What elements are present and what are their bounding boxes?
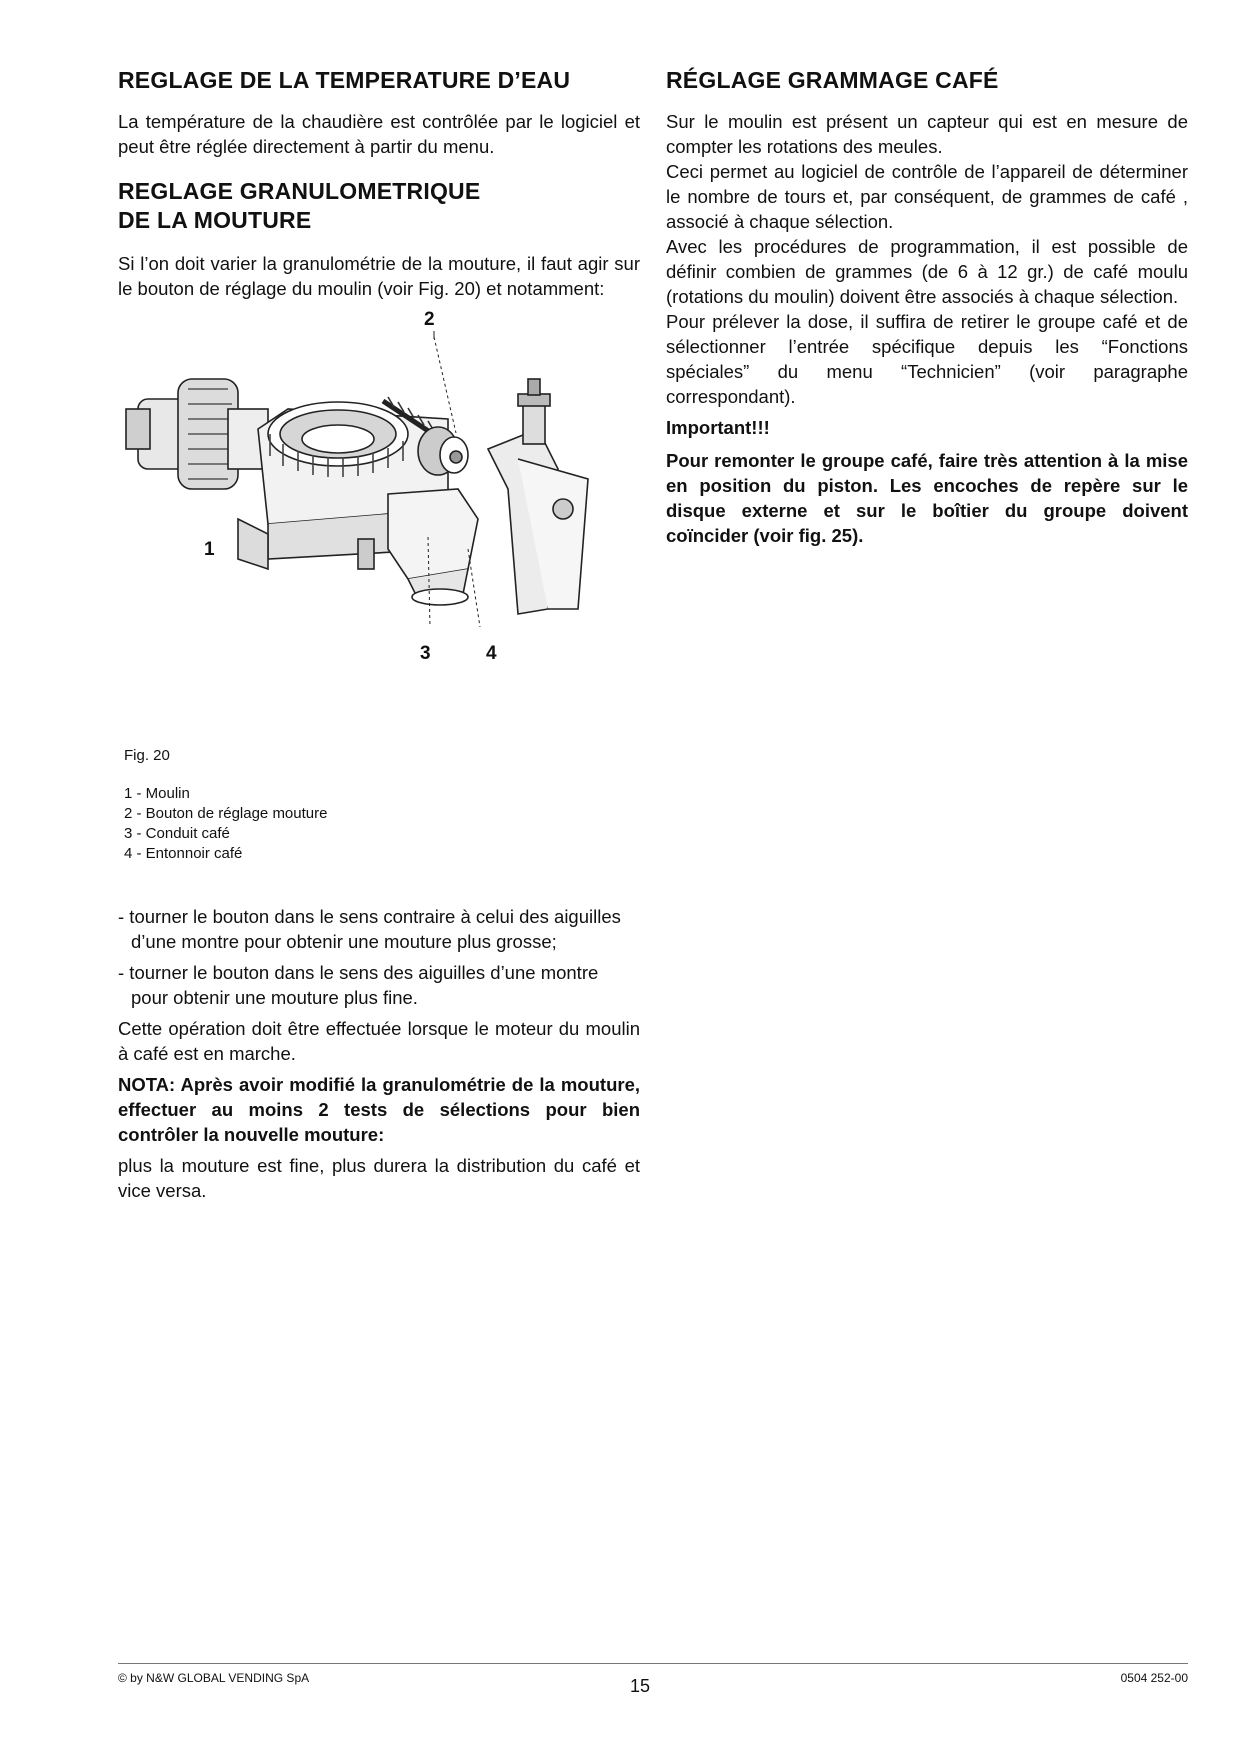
figure-label-1: 1	[204, 539, 215, 560]
legend-item: 1 - Moulin	[124, 785, 190, 802]
paragraph-software: Ceci permet au logiciel de contrôle de l’appareil de déterminer le nombre de tours et, par conséquent, de grammes de café , associé à chaque sélection.	[666, 161, 1188, 232]
figure-label-3: 3	[420, 643, 431, 664]
footer-copyright: © by N&W GLOBAL VENDING SpA	[118, 1671, 310, 1685]
heading-grind-adjustment	[118, 177, 640, 235]
paragraph-water-temperature: La température de la chaudière est contrôlée par le logiciel et peut être réglée directement à partir du menu.	[118, 111, 640, 157]
figure-caption: Fig. 20	[124, 747, 170, 764]
important-label: Important!!!	[666, 417, 770, 438]
figure-grinder	[118, 309, 640, 729]
legend-item: 2 - Bouton de réglage mouture	[124, 805, 328, 822]
figure-label-4: 4	[486, 643, 497, 664]
paragraph-sensor: Sur le moulin est présent un capteur qui est en mesure de compter les rotations des meules.	[666, 111, 1188, 157]
left-column	[118, 66, 640, 1203]
right-column	[666, 66, 1188, 548]
heading-coffee-dose: RÉGLAGE GRAMMAGE CAFÉ	[666, 67, 999, 93]
figure-legend	[124, 784, 640, 864]
footer-document-code: 0504 252-00	[1120, 1671, 1188, 1685]
heading-grind-line2: DE LA MOUTURE	[118, 207, 312, 233]
heading-water-temperature: REGLAGE DE LA TEMPERATURE D’EAU	[118, 67, 571, 93]
legend-item: 4 - Entonnoir café	[124, 845, 243, 862]
legend-item: 3 - Conduit café	[124, 825, 230, 842]
paragraph-operation: Cette opération doit être effectuée lorsque le moteur du moulin à café est en marche.	[118, 1018, 640, 1064]
footer-divider	[118, 1663, 1188, 1664]
paragraph-programming: Avec les procédures de programmation, il est possible de définir combien de grammes (de 6 à 12 gr.) de café moulu (rotations du moulin) doivent être associés à chaque sélection.	[666, 236, 1188, 307]
paragraph-dose-sample: Pour prélever la dose, il suffira de retirer le groupe café et de sélectionner l’entrée spécifique depuis les “Fonctions spéciales” du menu “Technicien” (voir paragraphe correspondant).	[666, 311, 1188, 407]
paragraph-reassembly-warning: Pour remonter le groupe café, faire très attention à la mise en position du piston. Les encoches de repère sur le disque externe et sur le boîtier du groupe doivent coïncider (voir fig. 25).	[666, 450, 1188, 546]
figure-label-2: 2	[424, 309, 435, 330]
paragraph-fine-grind: plus la mouture est fine, plus durera la distribution du café et vice versa.	[118, 1155, 640, 1201]
instruction-finer: - tourner le bouton dans le sens des aiguilles d’une montre pour obtenir une mouture plus fine.	[118, 962, 599, 1008]
nota-text: NOTA: Après avoir modifié la granulométrie de la mouture, effectuer au moins 2 tests de sélections pour bien contrôler la nouvelle mouture:	[118, 1074, 640, 1145]
paragraph-grind-intro: Si l’on doit varier la granulométrie de la mouture, il faut agir sur le bouton de réglage du moulin (voir Fig. 20) et notamment:	[118, 253, 640, 299]
instruction-coarser: - tourner le bouton dans le sens contraire à celui des aiguilles d’une montre pour obtenir une mouture plus grosse;	[118, 906, 621, 952]
page-number: 15	[629, 1676, 651, 1696]
heading-grind-line1: REGLAGE GRANULOMETRIQUE	[118, 178, 481, 204]
grinder-illustration	[118, 309, 640, 729]
